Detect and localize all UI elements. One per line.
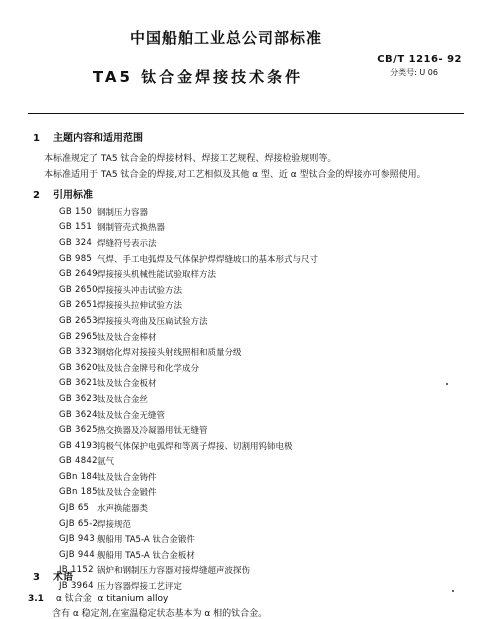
section-2-number: 2 (33, 190, 40, 201)
reference-item (59, 235, 318, 251)
reference-title: 焊接规范 (97, 519, 132, 530)
reference-code: GB 2965 (59, 331, 98, 342)
reference-title: 钛及钛合金铸件 (97, 472, 157, 483)
reference-list (59, 204, 318, 594)
reference-item (59, 220, 318, 236)
reference-title: 压力容器焊接工艺评定 (97, 582, 183, 593)
reference-item (59, 298, 318, 314)
reference-title: 舰船用 TA5-A 钛合金锻件 (97, 535, 195, 546)
reference-item (59, 531, 318, 547)
organization-name: 中国船舶工业总公司部标准 (129, 29, 322, 47)
section-1-number: 1 (33, 133, 40, 144)
reference-code: GBn 185 (59, 487, 98, 498)
reference-item (59, 454, 318, 470)
section-1-heading (33, 129, 143, 144)
reference-item (59, 516, 318, 532)
reference-item (59, 563, 318, 579)
term-name: α 钛合金 (56, 594, 92, 604)
reference-code: GJB 944 (59, 549, 95, 560)
reference-item (59, 313, 318, 329)
reference-title: 焊接接头拉伸试验方法 (97, 301, 183, 312)
reference-title: 钢熔化焊对接接头射线照相和质量分级 (97, 348, 242, 359)
reference-title: 气焊、手工电弧焊及气体保护焊焊缝坡口的基本形式与尺寸 (97, 254, 319, 265)
reference-item (59, 422, 318, 438)
reference-code: GB 3624 (59, 409, 98, 420)
term-entry (28, 591, 168, 604)
reference-code: GB 2653 (59, 315, 98, 326)
reference-code: GB 3620 (59, 362, 98, 373)
reference-item (59, 266, 318, 282)
reference-code: GB 2650 (59, 284, 98, 295)
reference-title: 氩气 (97, 457, 115, 468)
reference-item (59, 469, 318, 485)
term-english: α titanium alloy (97, 594, 169, 604)
reference-item (59, 204, 318, 220)
reference-item (59, 344, 318, 360)
reference-item (59, 329, 318, 345)
reference-code: GB 3323 (59, 347, 98, 358)
reference-title: 热交换器及冷凝器用钛无缝管 (97, 426, 208, 437)
reference-title: 钛及钛合金牌号和化学成分 (97, 363, 200, 374)
reference-title: 钛及钛合金无缝管 (97, 410, 166, 421)
section-3-number: 3 (33, 572, 40, 583)
reference-code: GB 3621 (59, 378, 98, 389)
section-1-title: 主题内容和适用范围 (53, 133, 143, 144)
reference-code: GB 2651 (59, 300, 98, 311)
reference-title: 钛及钛合金棒材 (97, 332, 157, 343)
scan-speck (452, 590, 454, 592)
section-2-title: 引用标准 (53, 190, 93, 201)
reference-item (59, 547, 318, 563)
scan-speck (446, 383, 448, 385)
reference-code: GB 985 (59, 253, 93, 264)
reference-code: GB 151 (59, 222, 93, 233)
reference-title: 钛及钛合金锻件 (97, 488, 157, 499)
reference-code: GJB 943 (59, 534, 95, 545)
reference-item (59, 376, 318, 392)
reference-code: GB 3625 (59, 425, 98, 436)
reference-title: 舰船用 TA5-A 钛合金板材 (97, 550, 195, 561)
reference-item (59, 500, 318, 516)
section-2-heading (33, 186, 93, 201)
reference-item (59, 282, 318, 298)
section-3-heading (33, 568, 73, 583)
reference-item (59, 360, 318, 376)
reference-title: 焊接接头弯曲及压扁试验方法 (97, 316, 208, 327)
reference-title: 钛及钛合金板材 (97, 379, 157, 390)
reference-title: 焊接接头冲击试验方法 (97, 285, 183, 296)
reference-item (59, 251, 318, 267)
section-3-title: 术语 (53, 572, 73, 583)
reference-title: 钢制压力容器 (97, 207, 149, 218)
reference-code: GB 324 (59, 237, 93, 248)
reference-title: 焊缝符号表示法 (97, 238, 157, 249)
reference-item (59, 438, 318, 454)
reference-code: JB 1152 (59, 565, 94, 576)
document-title: TA5 钛合金焊接技术条件 (92, 68, 304, 86)
reference-title: 水声换能器类 (97, 504, 149, 515)
reference-code: GB 4842 (59, 456, 98, 467)
reference-item (59, 407, 318, 423)
reference-code: GBn 184 (59, 471, 98, 482)
reference-title: 钢制管壳式换热器 (97, 223, 166, 234)
section-1-paragraph-2: 本标准适用于 TA5 钛合金的焊接,对工艺相似及其他 α 型、近 α 型钛合金的焊接亦可参照使用。 (44, 170, 426, 180)
reference-code: GB 150 (59, 206, 93, 217)
reference-title: 钛及钛合金丝 (97, 394, 149, 405)
reference-code: GB 2649 (59, 269, 98, 280)
reference-item (59, 485, 318, 501)
standard-number: CB/T 1216- 92 (377, 54, 462, 65)
term-number: 3.1 (28, 594, 44, 604)
header-rule (28, 113, 464, 114)
reference-code: GB 3623 (59, 393, 98, 404)
reference-item (59, 391, 318, 407)
reference-title: 锅炉和钢制压力容器对接焊缝超声波探伤 (97, 566, 251, 577)
reference-code: GJB 65 (59, 503, 90, 514)
term-definition: 含有 α 稳定剂,在室温稳定状态基本为 α 相的钛合金。 (52, 609, 268, 619)
classification-number: 分类号: U 06 (390, 68, 438, 77)
reference-code: JB 3964 (59, 581, 94, 592)
reference-code: GB 4193 (59, 440, 98, 451)
reference-title: 焊接接头机械性能试验取样方法 (97, 270, 217, 281)
reference-code: GJB 65-2 (59, 518, 99, 529)
reference-title: 钨极气体保护电弧焊和等离子焊接、切割用钨铈电极 (97, 441, 293, 452)
section-1-paragraph-1: 本标准规定了 TA5 钛合金的焊接材料、焊接工艺规程、焊接检验规则等。 (44, 154, 337, 164)
